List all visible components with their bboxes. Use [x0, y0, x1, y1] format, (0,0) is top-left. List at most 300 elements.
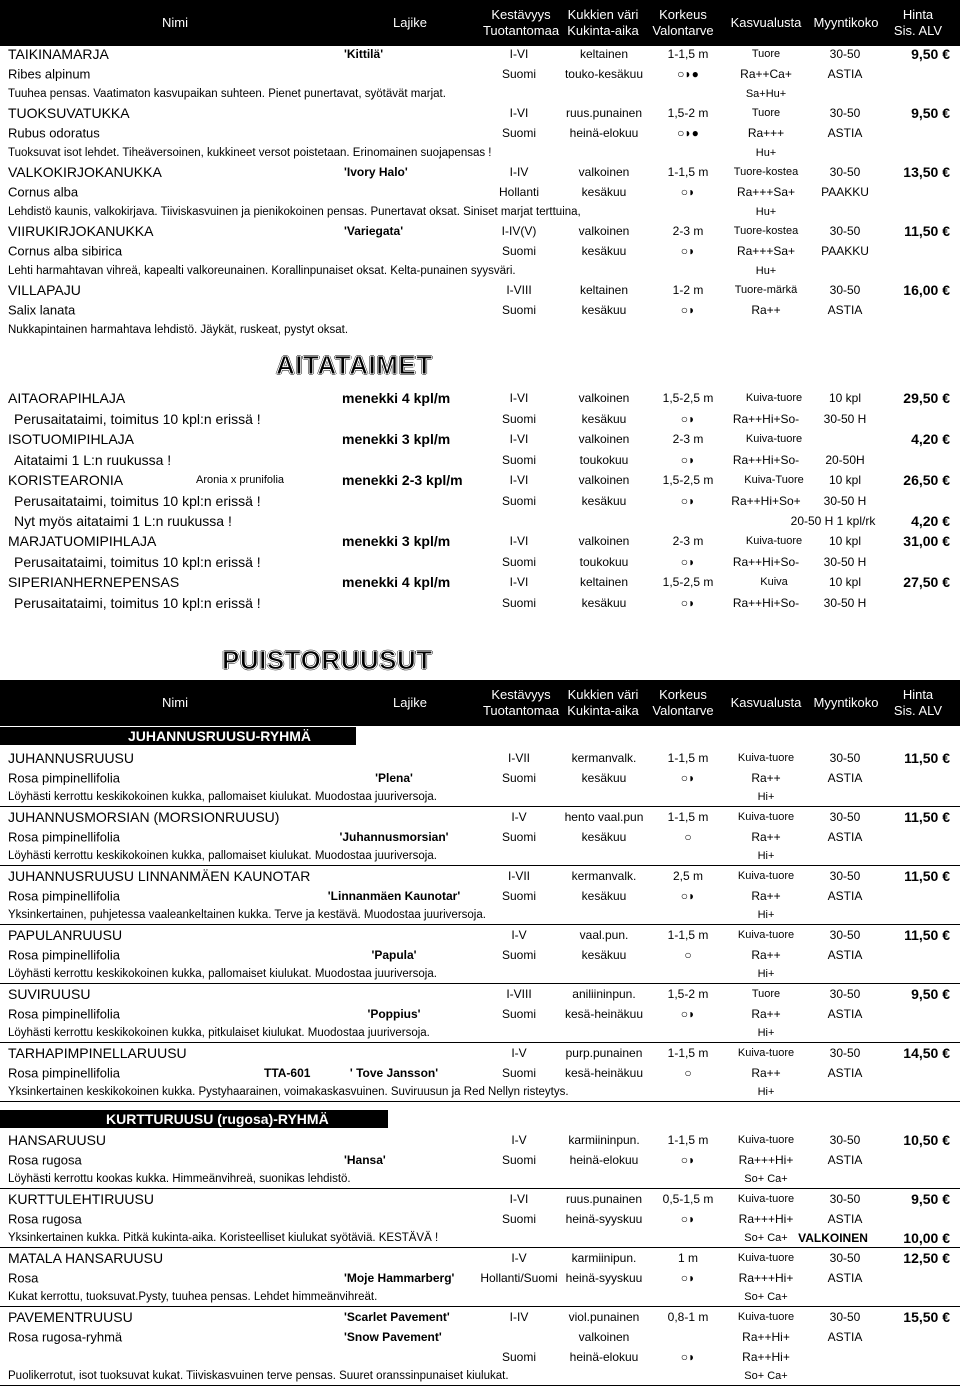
col-kestavyys: Kestävyys	[491, 687, 551, 702]
group-juhannusruusu	[0, 727, 356, 745]
size: 30-50	[829, 751, 861, 765]
plant-name: JUHANNUSRUUSU	[8, 750, 135, 766]
soil: Kuiva-tuore	[737, 1193, 795, 1205]
size-2: 30-50 H	[823, 554, 867, 569]
col-sis-alv: Sis. ALV	[893, 23, 943, 38]
soil-2: Ra+++Hi+	[738, 1271, 794, 1285]
country: Suomi	[501, 1007, 537, 1021]
size-2: ASTIA	[827, 303, 863, 317]
note-2: Nyt myös aitataimi 1 L:n ruukussa !	[14, 513, 232, 529]
hardiness: I-VI	[509, 534, 529, 548]
hardiness: I-V	[511, 1133, 527, 1147]
height: 1,5-2,5 m	[662, 391, 714, 405]
price: 26,50 €	[903, 472, 950, 488]
light-icon: ○◗	[680, 554, 696, 569]
soil: Tuore	[751, 107, 781, 119]
size: 30-50	[829, 810, 861, 824]
flower-color: purp.punainen	[565, 1046, 643, 1060]
bloom-time: toukokuu	[579, 452, 629, 467]
soil-3: Ra++Hi+	[742, 1350, 790, 1364]
table-line	[0, 1248, 960, 1268]
plant-name: VALKOKIRJOKANUKKA	[8, 164, 162, 180]
bloom-time: kesäkuu	[581, 889, 627, 903]
size: 30-50	[829, 1310, 861, 1324]
table-line	[0, 1229, 960, 1248]
table-line	[0, 64, 960, 84]
table-line	[0, 202, 960, 221]
plant-name: SIPERIANHERNEPENSAS	[8, 574, 180, 590]
flower-color: valkoinen	[578, 391, 630, 405]
table-line	[0, 280, 960, 300]
soil: Kuiva-tuore	[737, 1311, 795, 1323]
soil: Kuiva-tuore	[737, 811, 795, 823]
table-line	[0, 965, 960, 984]
soil-2: Ra++Ca+	[740, 67, 792, 81]
latin-name: Rosa pimpinellifolia	[8, 1006, 120, 1022]
height: 1,5-2 m	[667, 106, 709, 120]
group-title: KURTTURUUSU (rugosa)-RYHMÄ	[106, 1111, 329, 1127]
bloom-time: kesäkuu	[581, 185, 627, 199]
hardiness: I-VII	[507, 751, 531, 765]
bloom-time: heinä-elokuu	[569, 1350, 639, 1364]
hardiness: I-IV(V)	[501, 224, 537, 238]
height: 1-1,5 m	[667, 928, 709, 942]
size-2: 30-50 H	[823, 493, 867, 508]
latin-name: Rubus odoratus	[8, 125, 100, 141]
price: 10,50 €	[903, 1132, 950, 1148]
price: 9,50 €	[911, 986, 950, 1002]
description: Lehti harmahtavan vihreä, kapealti valkoreunainen. Korallinpunaiset oksat. Kelta-punainen syysväri.	[8, 264, 516, 277]
size-2: PAAKKU	[821, 244, 869, 258]
country: Suomi	[501, 411, 537, 426]
table-line	[0, 847, 960, 866]
flower-color: valkoinen	[578, 432, 630, 446]
plant-name: KURTTULEHTIRUUSU	[8, 1191, 154, 1207]
extra-note: VALKOINEN	[798, 1231, 868, 1245]
country: Suomi	[501, 889, 537, 903]
size-2: 30-50 H	[823, 595, 867, 610]
latin-name: Rosa	[8, 1270, 39, 1286]
latin-name: Cornus alba sibirica	[8, 243, 123, 259]
hardiness: I-V	[511, 1251, 527, 1265]
soil-3: Hi+	[757, 850, 775, 862]
description: Tuuhea pensas. Vaatimaton kasvupaikan suhteen. Pienet punertavat, syötävät marjat.	[8, 87, 446, 100]
soil-2: Ra++	[751, 771, 781, 785]
hardiness: I-VI	[509, 432, 529, 446]
bloom-time: heinä-syyskuu	[565, 1271, 643, 1285]
hardiness: I-VI	[509, 106, 529, 120]
height: 1,5-2 m	[667, 987, 709, 1001]
country: Suomi	[501, 554, 537, 569]
table-line	[0, 551, 960, 572]
variety: 'Hansa'	[344, 1153, 386, 1167]
light-icon: ○◗	[680, 411, 696, 426]
table-line	[0, 1268, 960, 1288]
flower-color: aniliininpun.	[572, 987, 636, 1001]
size-2: ASTIA	[827, 1271, 863, 1285]
price: 12,50 €	[903, 1250, 950, 1266]
soil: Tuore-märkä	[734, 284, 798, 296]
hardiness: I-VIII	[506, 987, 532, 1001]
country: Suomi	[501, 126, 537, 140]
description: Yksinkertainen, puhjetessa vaaleankeltainen kukka. Terve ja kestävä. Muodostaa juuriversoja.	[8, 909, 486, 921]
table-line	[0, 1209, 960, 1229]
table-line	[0, 906, 960, 925]
country: Hollanti	[498, 185, 540, 199]
soil-3: Hi+	[757, 1027, 775, 1039]
table-line	[0, 925, 960, 945]
soil-2: Ra++	[751, 948, 781, 962]
soil: Kuiva-tuore	[745, 535, 803, 547]
table-line	[0, 320, 960, 339]
table-line	[0, 866, 960, 886]
plant-name: VIIRUKIRJOKANUKKA	[8, 223, 154, 239]
plant-name: JUHANNUSRUUSU LINNANMÄEN KAUNOTAR	[8, 868, 311, 884]
bloom-time: touko-kesäkuu	[564, 67, 644, 81]
bloom-time: kesäkuu	[581, 244, 627, 258]
size: 30-50	[829, 928, 861, 942]
bloom-time: heinä-elokuu	[569, 1153, 639, 1167]
size-2: ASTIA	[827, 771, 863, 785]
soil-3: Hu+	[755, 146, 777, 159]
height: 0,8-1 m	[667, 1310, 709, 1324]
table-line	[0, 592, 960, 613]
col-kukkien-vari: Kukkien väri	[567, 7, 639, 22]
flower-color: valkoinen	[578, 165, 630, 179]
country: Suomi	[501, 771, 537, 785]
light-icon: ○◗	[680, 771, 696, 785]
light-icon: ○◗●	[677, 67, 699, 81]
table-header	[0, 0, 960, 46]
table-line	[0, 84, 960, 103]
bloom-time: heinä-syyskuu	[565, 1212, 643, 1226]
plant-name: TUOKSUVATUKKA	[8, 105, 130, 121]
country: Suomi	[501, 595, 537, 610]
height: 1-1,5 m	[667, 165, 709, 179]
price: 13,50 €	[903, 164, 950, 180]
table-line	[0, 490, 960, 511]
soil-3: Hu+	[755, 264, 777, 277]
size: 10 kpl	[828, 391, 862, 405]
col-kukkien-vari: Kukkien väri	[567, 687, 639, 702]
table-line	[0, 1043, 960, 1063]
table-line	[0, 241, 960, 261]
size-2: ASTIA	[827, 1153, 863, 1167]
soil: Kuiva	[760, 576, 788, 588]
soil-2: Ra+++Hi+	[738, 1212, 794, 1226]
hardiness: I-V	[511, 1046, 527, 1060]
light-icon: ○◗	[680, 1350, 696, 1364]
note: Perusaitataimi, toimitus 10 kpl:n erissä !	[14, 410, 261, 427]
size: 10 kpl	[828, 473, 862, 487]
hedge-list	[0, 388, 960, 613]
section-title-aitataimet: AITATAIMET	[276, 350, 433, 380]
soil-2: Ra++	[751, 830, 781, 844]
latin-name: Rosa rugosa	[8, 1211, 82, 1227]
bloom-time: kesäkuu	[581, 948, 627, 962]
soil-2: Ra++	[751, 1007, 781, 1021]
size: 30-50	[829, 224, 861, 238]
soil-3: Hi+	[757, 968, 775, 980]
table-line	[0, 827, 960, 847]
density: menekki 4 kpl/m	[342, 574, 451, 590]
col-myyntikoko: Myyntikoko	[813, 15, 879, 30]
description: Yksinkertainen kukka. Pitkä kukinta-aika. Koristeelliset kiulukat syötäviä. KESTÄVÄ !	[8, 1232, 439, 1244]
soil-2: Ra++Hi+So-	[732, 452, 800, 467]
description: Löyhästi kerrottu kookas kukka. Himmeänvihreä, suonikas lehdistö.	[8, 1173, 351, 1185]
col-lajike: Lajike	[393, 15, 427, 30]
flower-color: valkoinen	[578, 473, 630, 487]
col-kukinta-aika: Kukinta-aika	[567, 703, 639, 718]
light-icon: ○◗	[680, 452, 696, 467]
section-title-puistoruusut: PUISTORUUSUT	[222, 645, 433, 675]
density: menekki 3 kpl/m	[342, 533, 451, 549]
flower-color-2: valkoinen	[578, 1330, 630, 1344]
description: Nukkapintainen harmahtava lehdistö. Jäykät, ruskeat, pystyt oksat.	[8, 323, 349, 336]
height: 1 m	[677, 1251, 699, 1265]
table-line	[0, 807, 960, 827]
hardiness: I-IV	[509, 1310, 529, 1324]
light-icon: ○◗	[680, 1212, 696, 1226]
col-kestavyys: Kestävyys	[491, 7, 551, 22]
latin-name: Cornus alba	[8, 184, 79, 200]
bloom-time: kesäkuu	[581, 595, 627, 610]
country: Hollanti/Suomi	[480, 1271, 558, 1285]
price: 27,50 €	[903, 574, 950, 590]
variety: 'Papula'	[371, 948, 417, 962]
description: Löyhästi kerrottu keskikokoinen kukka, pallomaiset kiulukat. Muodostaa juuriversoja.	[8, 968, 437, 980]
soil: Kuiva-tuore	[745, 392, 803, 404]
hardiness: I-V	[511, 810, 527, 824]
light-icon: ○◗	[680, 595, 696, 610]
soil: Kuiva-Tuore	[744, 474, 804, 486]
plant-name: TAIKINAMARJA	[8, 46, 109, 62]
height: 1-1,5 m	[667, 47, 709, 61]
col-tuotantomaa: Tuotantomaa	[482, 23, 560, 38]
price: 9,50 €	[911, 1191, 950, 1207]
group-kurtturuusu	[0, 1110, 388, 1128]
col-korkeus: Korkeus	[659, 7, 707, 22]
price: 11,50 €	[904, 809, 950, 825]
rose-list-2	[0, 1130, 960, 1386]
table-line	[0, 1150, 960, 1170]
variety: 'Poppius'	[367, 1007, 421, 1021]
light-icon: ○◗	[680, 244, 696, 258]
density: menekki 4 kpl/m	[342, 390, 451, 406]
light-icon: ○◗	[680, 889, 696, 903]
variety: 'Moje Hammarberg'	[344, 1271, 455, 1285]
height: 2-3 m	[672, 534, 704, 548]
country: Suomi	[501, 1153, 537, 1167]
variety: 'Kittilä'	[344, 47, 384, 61]
table-line	[0, 1004, 960, 1024]
soil: Kuiva-tuore	[737, 1134, 795, 1146]
table-line	[0, 1327, 960, 1347]
bloom-time: toukokuu	[579, 554, 629, 569]
table-line	[0, 221, 960, 241]
soil-3: Hu+	[755, 205, 777, 218]
table-line	[0, 429, 960, 449]
soil: Tuore-kostea	[733, 166, 799, 178]
size: 30-50	[829, 283, 861, 297]
col-tuotantomaa: Tuotantomaa	[482, 703, 560, 718]
country: Suomi	[501, 1350, 537, 1364]
soil-2: Ra++Hi+So+	[731, 493, 801, 508]
soil: Tuore	[751, 988, 781, 1000]
flower-color: karmiinipun.	[571, 1251, 637, 1265]
note: Perusaitataimi, toimitus 10 kpl:n erissä !	[14, 553, 261, 570]
country: Suomi	[501, 493, 537, 508]
variety: 'Variegata'	[344, 224, 404, 238]
bloom-time: kesäkuu	[581, 771, 627, 785]
light-icon: ○◗●	[677, 126, 699, 140]
table-line	[0, 768, 960, 788]
latin-name: Rosa pimpinellifolia	[8, 1065, 120, 1081]
price: 11,50 €	[904, 750, 950, 766]
price: 16,00 €	[903, 282, 950, 298]
country: Suomi	[501, 1212, 537, 1226]
height: 1-1,5 m	[667, 1046, 709, 1060]
country: Suomi	[501, 1066, 537, 1080]
flower-color: viol.punainen	[568, 1310, 640, 1324]
size: 10 kpl	[828, 534, 862, 548]
variety: 'Ivory Halo'	[344, 165, 408, 179]
size-2: ASTIA	[827, 1330, 863, 1344]
plant-name: KORISTEARONIA	[8, 472, 124, 488]
soil-3: So+ Ca+	[744, 1232, 788, 1244]
table-line	[0, 388, 960, 408]
height: 1-1,5 m	[667, 810, 709, 824]
latin-name: Rosa rugosa-ryhmä	[8, 1329, 123, 1345]
col-kasvualusta: Kasvualusta	[730, 15, 802, 30]
density: menekki 2-3 kpl/m	[342, 472, 463, 488]
country: Suomi	[501, 452, 537, 467]
soil-2: Ra+++Hi+	[738, 1153, 794, 1167]
light-icon: ○◗	[680, 1271, 696, 1285]
bloom-time: kesäkuu	[581, 493, 627, 508]
description: Kukat kerrottu, tuoksuvat.Pysty, tuuhea pensas. Lehdet himmeänvihreät.	[8, 1291, 378, 1303]
variety: Aronia x prunifolia	[196, 474, 285, 486]
height: 1-2 m	[672, 283, 704, 297]
soil-2: Ra++Hi+So-	[732, 411, 800, 426]
rose-list-1	[0, 748, 960, 1102]
size: 30-50	[829, 1046, 861, 1060]
flower-color: keltainen	[579, 283, 629, 297]
height: 1-1,5 m	[667, 751, 709, 765]
variety-2: 'Snow Pavement'	[344, 1330, 442, 1344]
height: 2-3 m	[672, 432, 704, 446]
col-valontarve: Valontarve	[652, 703, 714, 718]
plant-name: ISOTUOMIPIHLAJA	[8, 431, 135, 447]
table-line	[0, 886, 960, 906]
country: Suomi	[501, 67, 537, 81]
table-line	[0, 572, 960, 592]
height: 0,5-1,5 m	[662, 1192, 714, 1206]
table-line	[0, 103, 960, 123]
height: 1,5-2,5 m	[662, 575, 714, 589]
table-line	[0, 182, 960, 202]
latin-name: Ribes alpinum	[8, 66, 91, 82]
soil: Tuore-kostea	[733, 225, 799, 237]
soil-3: Hi+	[757, 909, 775, 921]
description: Löyhästi kerrottu keskikokoinen kukka, pallomaiset kiulukat. Muodostaa juuriversoja.	[8, 791, 437, 803]
soil: Tuore	[751, 48, 781, 60]
bloom-time: kesäkuu	[581, 411, 627, 426]
price: 9,50 €	[911, 46, 950, 62]
table-line	[0, 1288, 960, 1307]
soil: Kuiva-tuore	[737, 870, 795, 882]
light-icon: ○	[684, 1066, 692, 1080]
soil-2: Ra+++Sa+	[736, 244, 796, 258]
table-line	[0, 123, 960, 143]
bloom-time: kesä-heinäkuu	[564, 1066, 644, 1080]
size: 30-50	[829, 869, 861, 883]
col-myyntikoko: Myyntikoko	[813, 695, 879, 710]
size-2: ASTIA	[827, 1212, 863, 1226]
price: 9,50 €	[911, 105, 950, 121]
soil-3: So+ Ca+	[744, 1291, 788, 1303]
flower-color: hento vaal.pun	[564, 810, 644, 824]
table-line	[0, 1130, 960, 1150]
soil: Kuiva-tuore	[745, 433, 803, 445]
table-line	[0, 1347, 960, 1367]
price: 29,50 €	[903, 390, 950, 406]
latin-name: Rosa pimpinellifolia	[8, 770, 120, 786]
bloom-time: kesä-heinäkuu	[564, 1007, 644, 1021]
code: TTA-601	[264, 1066, 311, 1080]
plant-name: MARJATUOMIPIHLAJA	[8, 533, 157, 549]
soil-3: Hi+	[757, 1086, 775, 1098]
col-kukinta-aika: Kukinta-aika	[567, 23, 639, 38]
table-line	[0, 748, 960, 768]
variety: 'Juhannusmorsian'	[339, 830, 449, 844]
plant-name: SUVIRUUSU	[8, 986, 91, 1002]
table-line	[0, 788, 960, 807]
size: 30-50	[829, 1133, 861, 1147]
latin-name: Rosa pimpinellifolia	[8, 829, 120, 845]
shrub-list	[0, 44, 960, 339]
table-line	[0, 1170, 960, 1189]
size-2: ASTIA	[827, 1007, 863, 1021]
hardiness: I-VII	[507, 869, 531, 883]
light-icon: ○◗	[680, 493, 696, 508]
flower-color: valkoinen	[578, 534, 630, 548]
group-title: JUHANNUSRUUSU-RYHMÄ	[128, 728, 312, 744]
table-line	[0, 1083, 960, 1102]
col-sis-alv: Sis. ALV	[893, 703, 943, 718]
light-icon: ○◗	[680, 303, 696, 317]
soil-2: Ra+++	[747, 126, 785, 140]
flower-color: kermanvalk.	[571, 869, 637, 883]
col-kasvualusta: Kasvualusta	[730, 695, 802, 710]
table-line	[0, 1189, 960, 1209]
soil-2: Ra++Hi+So-	[732, 595, 800, 610]
table-line	[0, 984, 960, 1004]
col-korkeus: Korkeus	[659, 687, 707, 702]
note: Perusaitataimi, toimitus 10 kpl:n erissä !	[14, 492, 261, 509]
bloom-time: kesäkuu	[581, 830, 627, 844]
hardiness: I-VIII	[506, 283, 532, 297]
height: 1-1,5 m	[667, 1133, 709, 1147]
light-icon: ○◗	[680, 1153, 696, 1167]
table-header-2	[0, 680, 960, 726]
price: 11,50 €	[904, 868, 950, 884]
size-2: ASTIA	[827, 948, 863, 962]
price: 11,50 €	[904, 927, 950, 943]
bloom-time: heinä-elokuu	[569, 126, 639, 140]
col-valontarve: Valontarve	[652, 23, 714, 38]
plant-name: VILLAPAJU	[8, 282, 81, 298]
